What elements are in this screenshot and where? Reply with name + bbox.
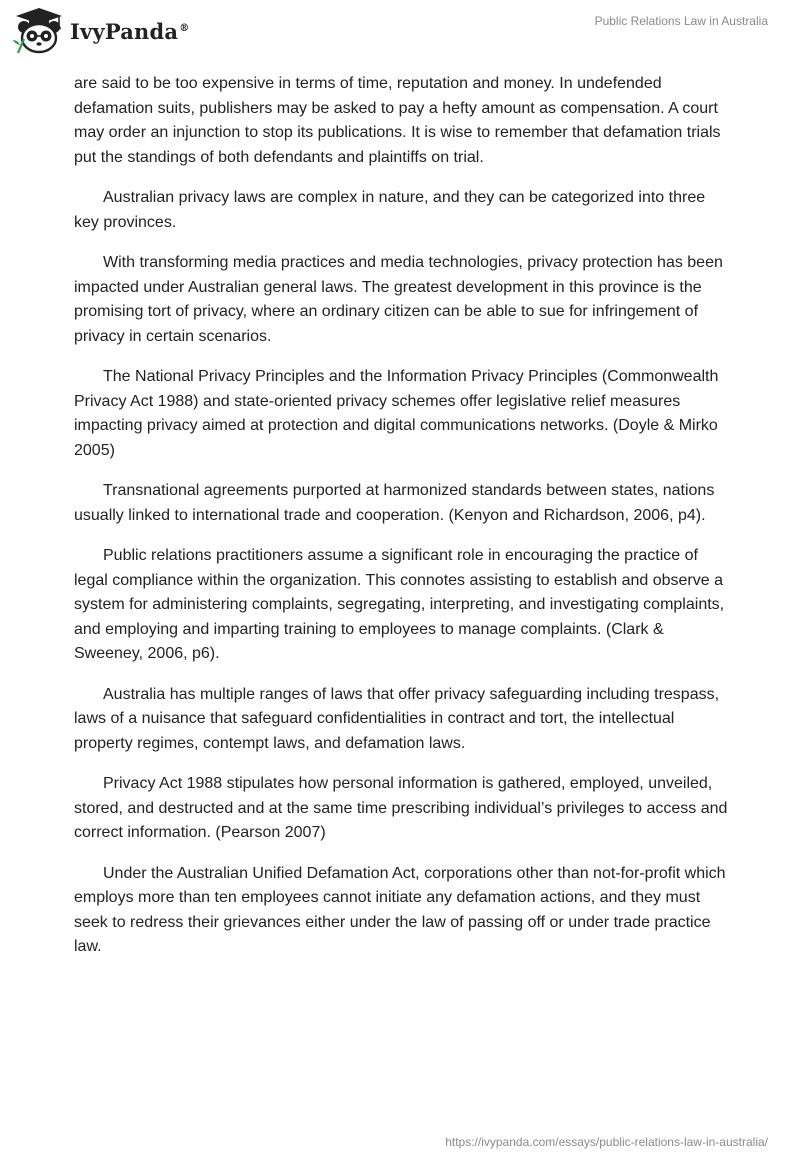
paragraph: Australia has multiple ranges of laws that offer privacy safeguarding including trespass, laws of a nuisance that safeguard confidentialities in contract and tort, the intellectual property regimes, contempt laws, and defamation laws. — [74, 685, 720, 752]
page-header — [0, 0, 800, 60]
source-url[interactable]: https://ivypanda.com/essays/public-relations-law-in-australia/ — [445, 1135, 768, 1149]
document-title: Public Relations Law in Australia — [594, 14, 768, 28]
brand-logo[interactable] — [12, 7, 189, 55]
paragraph: Public relations practitioners assume a significant role in encouraging the practice of legal compliance within the organization. This connotes assisting to establish and observe a system for administering complaints, segregating, interpreting, and investigating complaints, and employing and imparting training to employees to manage complaints. (Clark & Sweeney, 2006, p6). — [74, 547, 725, 662]
paragraph: Privacy Act 1988 stipulates how personal information is gathered, employed, unveiled, stored, and destructed and at the same time prescribing individual’s privileges to access and correct information. (Pearson 2007) — [74, 775, 728, 841]
paragraph: With transforming media practices and media technologies, privacy protection has been impacted under Australian general laws. The greatest development in this province is the promising tort of privacy, where an ordinary citizen can be able to sue for infringement of privacy in certain scenarios. — [74, 254, 723, 345]
brand-registered-mark: ® — [179, 22, 190, 34]
paragraph: are said to be too expensive in terms of time, reputation and money. In undefended defamation suits, publishers may be asked to pay a hefty amount as compensation. A court may order an injunction to stop its publications. It is wise to remember that defamation trials put the standings of both defendants and plaintiffs on trial. — [74, 75, 721, 166]
paragraph: The National Privacy Principles and the Information Privacy Principles (Commonwealth Privacy Act 1988) and state-oriented privacy schemes offer legislative relief measures impacting privacy aimed at protection and digital communications networks. (Doyle & Mirko 2005) — [74, 368, 719, 459]
essay-body — [74, 72, 730, 976]
brand-name: IvyPanda® — [70, 18, 190, 44]
paragraph: Under the Australian Unified Defamation Act, corporations other than not-for-profit which employs more than ten employees cannot initiate any defamation actions, and they must seek to redress their grievances either under the law of passing off or under trade practice law. — [74, 864, 726, 955]
paragraph: Transnational agreements purported at harmonized standards between states, nations usually linked to international trade and cooperation. (Kenyon and Richardson, 2006, p4). — [74, 482, 715, 524]
paragraph: Australian privacy laws are complex in nature, and they can be categorized into three key provinces. — [74, 189, 706, 231]
panda-graduate-icon — [12, 7, 66, 55]
